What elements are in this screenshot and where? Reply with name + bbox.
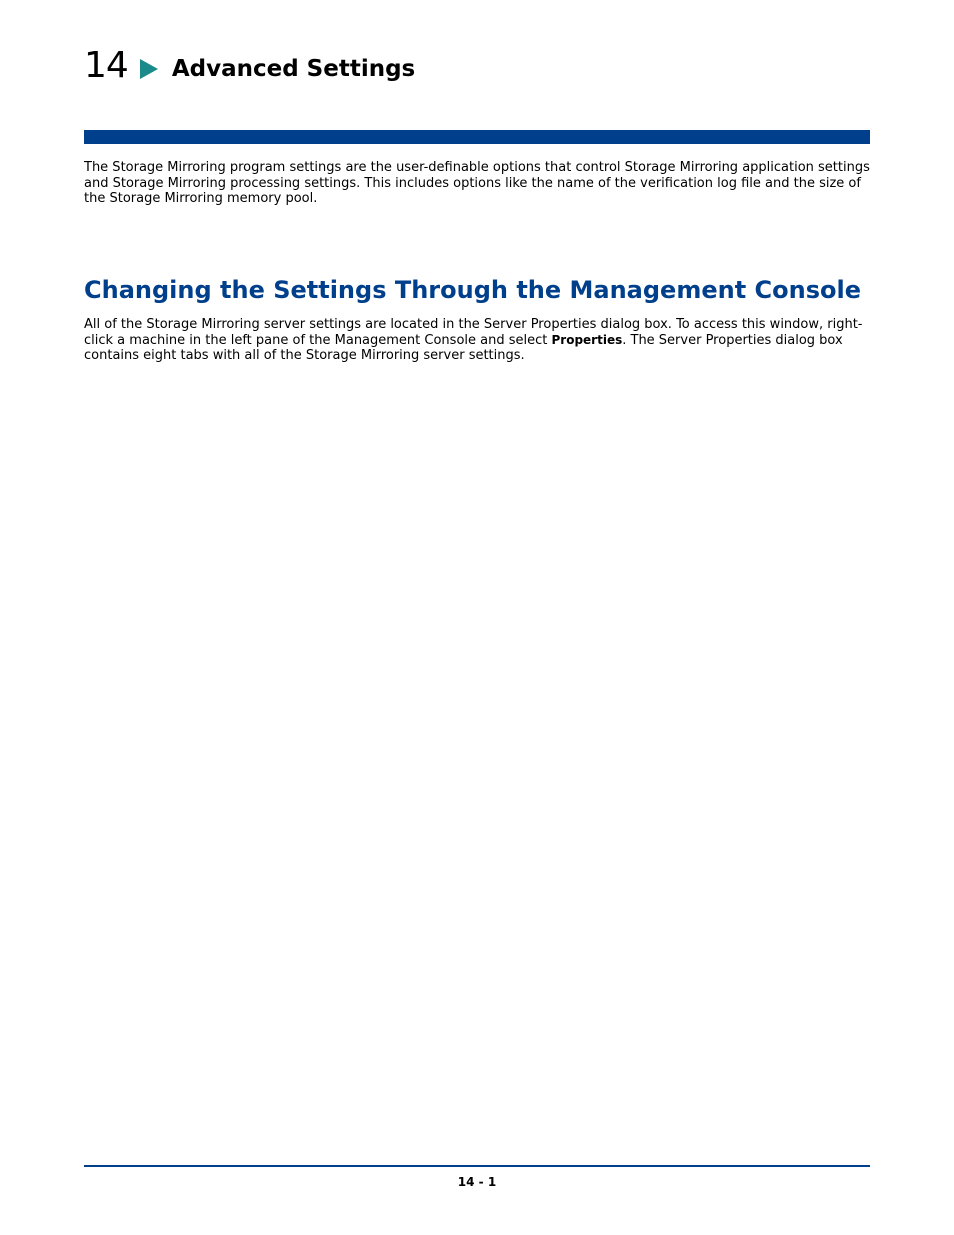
header-divider-bar: [84, 130, 870, 144]
section-heading: Changing the Settings Through the Management Console: [84, 276, 861, 304]
chapter-title: Advanced Settings: [171, 56, 416, 82]
page-number: 14 - 1: [457, 1175, 497, 1189]
section-text-after: . The Server Properties dialog box contains eight tabs with all of the Storage Mirroring server settings.: [84, 332, 843, 363]
chapter-header: [84, 44, 415, 88]
intro-paragraph: The Storage Mirroring program settings are the user-definable options that control Storage Mirroring application settings and Storage Mirroring processing settings. This includes options like the name of the verification log file and the size of the Storage Mirroring memory pool.: [84, 160, 870, 206]
section-paragraph: [84, 317, 870, 364]
chapter-number: 14: [84, 45, 128, 86]
properties-term: Properties: [551, 332, 623, 347]
chapter-arrow-icon: [140, 59, 158, 79]
section-text-before: All of the Storage Mirroring server settings are located in the Server Properties dialog box. To access this window, right-click a machine in the left pane of the Management Console and select: [84, 317, 863, 348]
footer-rule: [84, 1165, 870, 1167]
